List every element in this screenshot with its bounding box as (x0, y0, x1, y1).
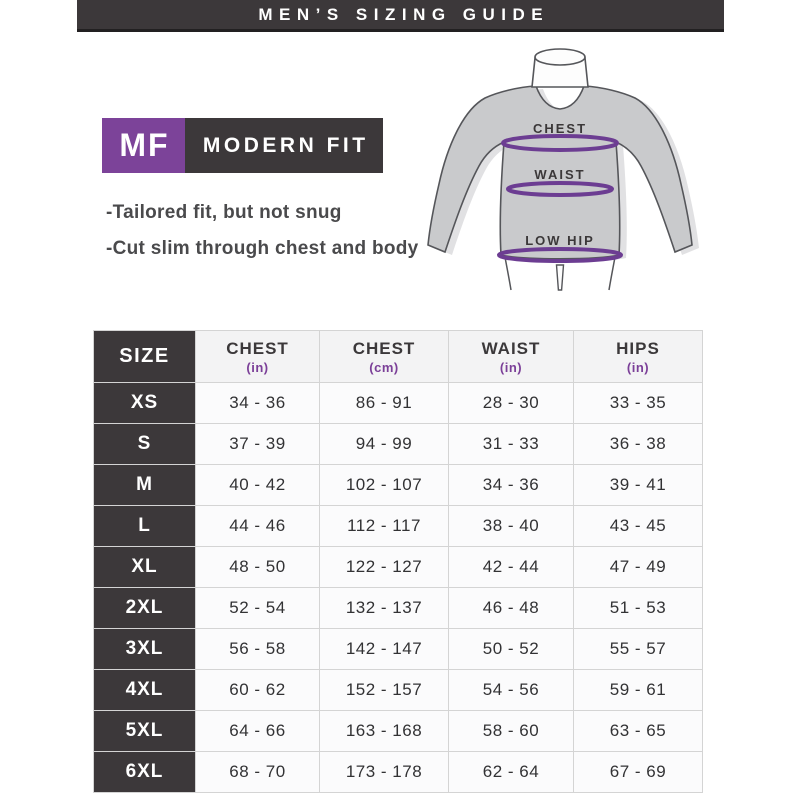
size-cell: 5XL (94, 711, 196, 752)
value-cell: 39 - 41 (574, 465, 703, 506)
value-cell: 63 - 65 (574, 711, 703, 752)
page-title: MEN’S SIZING GUIDE (258, 4, 550, 24)
table-row (94, 711, 703, 752)
modern-fit-badge (102, 118, 383, 173)
hips-in-column-header (574, 331, 703, 383)
value-cell: 51 - 53 (574, 588, 703, 629)
left-leg-line (505, 257, 511, 290)
column-unit: (in) (499, 359, 523, 375)
column-label: CHEST (352, 339, 416, 359)
value-cell: 132 - 137 (320, 588, 449, 629)
column-label: CHEST (226, 339, 289, 359)
value-cell: 94 - 99 (320, 424, 449, 465)
collar-opening (535, 49, 585, 65)
value-cell: 44 - 46 (196, 506, 320, 547)
fit-bullet-1: -Tailored fit, but not snug (106, 202, 342, 223)
value-cell: 163 - 168 (320, 711, 449, 752)
size-column-header: SIZE (94, 331, 196, 383)
table-row (94, 465, 703, 506)
value-cell: 38 - 40 (449, 506, 574, 547)
value-cell: 56 - 58 (196, 629, 320, 670)
size-table (93, 330, 703, 793)
size-cell: 2XL (94, 588, 196, 629)
chest-label: CHEST (532, 121, 588, 136)
value-cell: 36 - 38 (574, 424, 703, 465)
table-row (94, 547, 703, 588)
title-banner (77, 0, 724, 32)
value-cell: 47 - 49 (574, 547, 703, 588)
table-row (94, 588, 703, 629)
size-cell: XS (94, 383, 196, 424)
chest-cm-column-header (320, 331, 449, 383)
value-cell: 46 - 48 (449, 588, 574, 629)
value-cell: 67 - 69 (574, 752, 703, 793)
shirt-illustration (398, 42, 722, 306)
table-header-row (94, 331, 703, 383)
table-row (94, 670, 703, 711)
value-cell: 37 - 39 (196, 424, 320, 465)
chest-in-column-header (196, 331, 320, 383)
value-cell: 58 - 60 (449, 711, 574, 752)
value-cell: 33 - 35 (574, 383, 703, 424)
size-cell: S (94, 424, 196, 465)
value-cell: 60 - 62 (196, 670, 320, 711)
value-cell: 173 - 178 (320, 752, 449, 793)
value-cell: 54 - 56 (449, 670, 574, 711)
size-cell: 4XL (94, 670, 196, 711)
column-label: WAIST (481, 339, 541, 359)
size-cell: L (94, 506, 196, 547)
value-cell: 34 - 36 (196, 383, 320, 424)
column-unit: (in) (626, 359, 650, 375)
size-cell: 6XL (94, 752, 196, 793)
size-cell: XL (94, 547, 196, 588)
value-cell: 102 - 107 (320, 465, 449, 506)
value-cell: 40 - 42 (196, 465, 320, 506)
column-unit: (cm) (369, 359, 399, 375)
fit-abbr-logo: MF (102, 118, 185, 173)
column-label: HIPS (616, 339, 660, 359)
fit-name-label: MODERN FIT (202, 133, 369, 157)
value-cell: 55 - 57 (574, 629, 703, 670)
table-row (94, 506, 703, 547)
value-cell: 43 - 45 (574, 506, 703, 547)
value-cell: 64 - 66 (196, 711, 320, 752)
value-cell: 142 - 147 (320, 629, 449, 670)
value-cell: 62 - 64 (449, 752, 574, 793)
shirt-diagram (398, 42, 722, 306)
low-hip-label: LOW HIP (525, 233, 595, 248)
value-cell: 86 - 91 (320, 383, 449, 424)
value-cell: 68 - 70 (196, 752, 320, 793)
value-cell: 122 - 127 (320, 547, 449, 588)
center-seam (557, 265, 564, 290)
table-row (94, 629, 703, 670)
fit-bullet-2: -Cut slim through chest and body (106, 238, 419, 259)
waist-label: WAIST (534, 167, 586, 182)
waist-in-column-header (449, 331, 574, 383)
table-row (94, 424, 703, 465)
right-leg-line (609, 257, 615, 290)
value-cell: 34 - 36 (449, 465, 574, 506)
size-table-body (94, 383, 703, 793)
value-cell: 59 - 61 (574, 670, 703, 711)
value-cell: 50 - 52 (449, 629, 574, 670)
size-cell: 3XL (94, 629, 196, 670)
value-cell: 52 - 54 (196, 588, 320, 629)
size-cell: M (94, 465, 196, 506)
table-row (94, 383, 703, 424)
value-cell: 152 - 157 (320, 670, 449, 711)
value-cell: 48 - 50 (196, 547, 320, 588)
value-cell: 112 - 117 (320, 506, 449, 547)
column-unit: (in) (246, 359, 269, 375)
table-row (94, 752, 703, 793)
value-cell: 28 - 30 (449, 383, 574, 424)
value-cell: 31 - 33 (449, 424, 574, 465)
value-cell: 42 - 44 (449, 547, 574, 588)
